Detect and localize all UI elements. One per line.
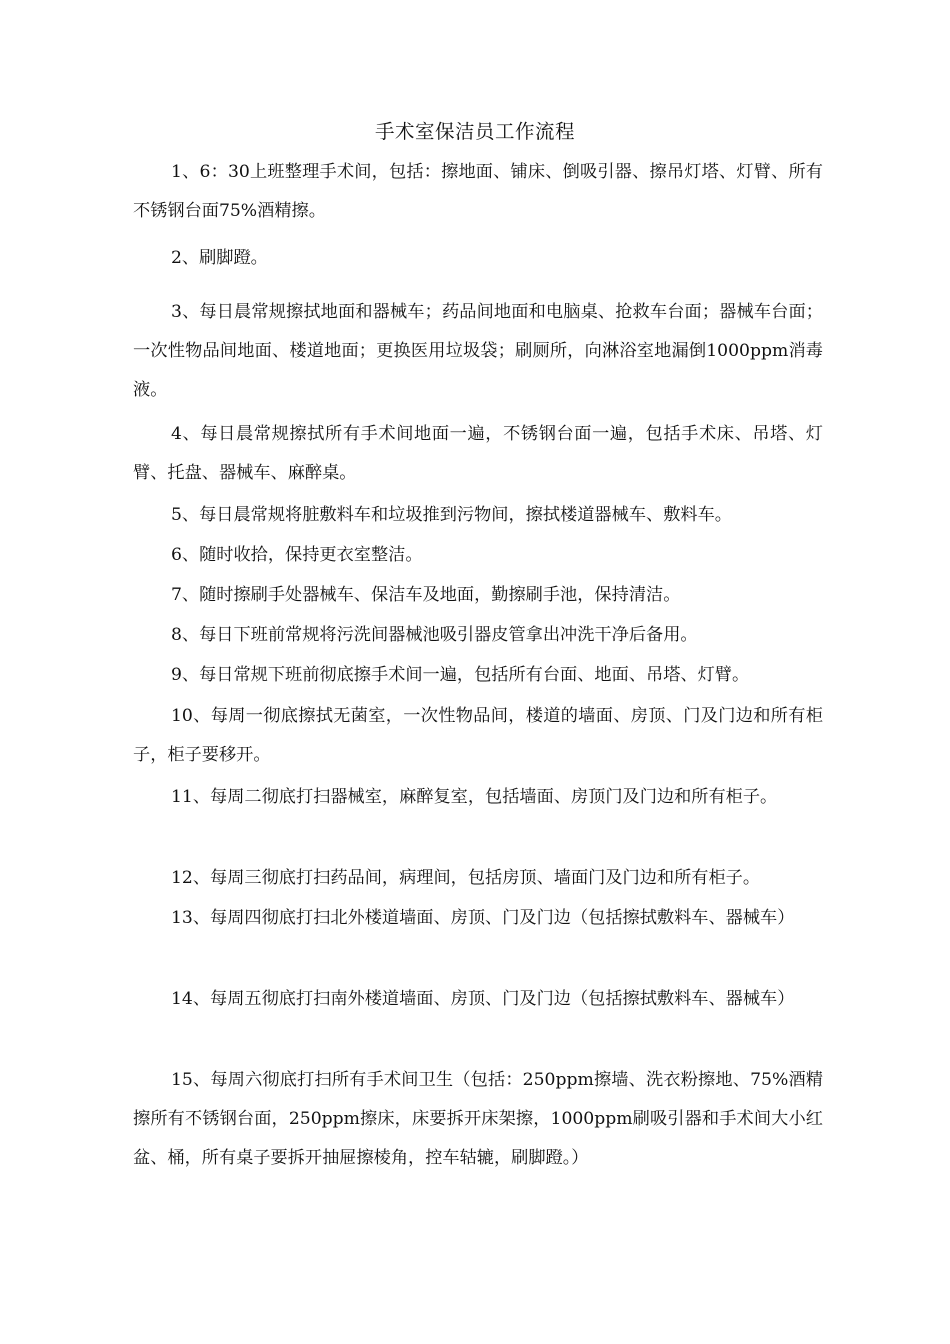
list-item-10: 10、每周一彻底擦拭无菌室，一次性物品间，楼道的墙面、房顶、门及门边和所有柜子，柜子要移开。 xyxy=(133,706,823,765)
list-item-6: 6、随时收拾，保持更衣室整洁。 xyxy=(171,545,423,565)
list-item-1: 1、6：30上班整理手术间，包括：擦地面、铺床、倒吸引器、擦吊灯塔、灯臂、所有不锈钢台面75%酒精擦。 xyxy=(133,162,823,221)
list-item-3: 3、每日晨常规擦拭地面和器械车；药品间地面和电脑桌、抢救车台面；器械车台面；一次性物品间地面、楼道地面；更换医用垃圾袋；刷厕所，向淋浴室地漏倒1000ppm消毒液。 xyxy=(133,302,823,400)
list-item-2: 2、刷脚蹬。 xyxy=(171,248,268,268)
document-title: 手术室保洁员工作流程 xyxy=(374,120,575,143)
list-item-15: 15、每周六彻底打扫所有手术间卫生（包括：250ppm擦墙、洗衣粉擦地、75%酒精擦所有不锈钢台面，250ppm擦床，床要拆开床架擦，1000ppm刷吸引器和手术间大小红盆、桶，所有桌子要拆开抽屉擦棱角，控车轱辘，刷脚蹬。） xyxy=(133,1070,823,1168)
list-item-14: 14、每周五彻底打扫南外楼道墙面、房顶、门及门边（包括擦拭敷料车、器械车） xyxy=(171,989,795,1009)
list-item-8: 8、每日下班前常规将污洗间器械池吸引器皮管拿出冲洗干净后备用。 xyxy=(171,625,698,645)
list-item-13: 13、每周四彻底打扫北外楼道墙面、房顶、门及门边（包括擦拭敷料车、器械车） xyxy=(171,908,795,928)
list-item-11: 11、每周二彻底打扫器械室，麻醉复室，包括墙面、房顶门及门边和所有柜子。 xyxy=(171,787,778,807)
list-item-12: 12、每周三彻底打扫药品间，病理间，包括房顶、墙面门及门边和所有柜子。 xyxy=(171,868,761,888)
list-item-4: 4、每日晨常规擦拭所有手术间地面一遍，不锈钢台面一遍，包括手术床、吊塔、灯臂、托盘、器械车、麻醉桌。 xyxy=(133,424,823,483)
list-item-5: 5、每日晨常规将脏敷料车和垃圾推到污物间，擦拭楼道器械车、敷料车。 xyxy=(171,505,732,525)
list-item-7: 7、随时擦刷手处器械车、保洁车及地面，勤擦刷手池，保持清洁。 xyxy=(171,585,681,605)
list-item-9: 9、每日常规下班前彻底擦手术间一遍，包括所有台面、地面、吊塔、灯臂。 xyxy=(171,665,750,685)
